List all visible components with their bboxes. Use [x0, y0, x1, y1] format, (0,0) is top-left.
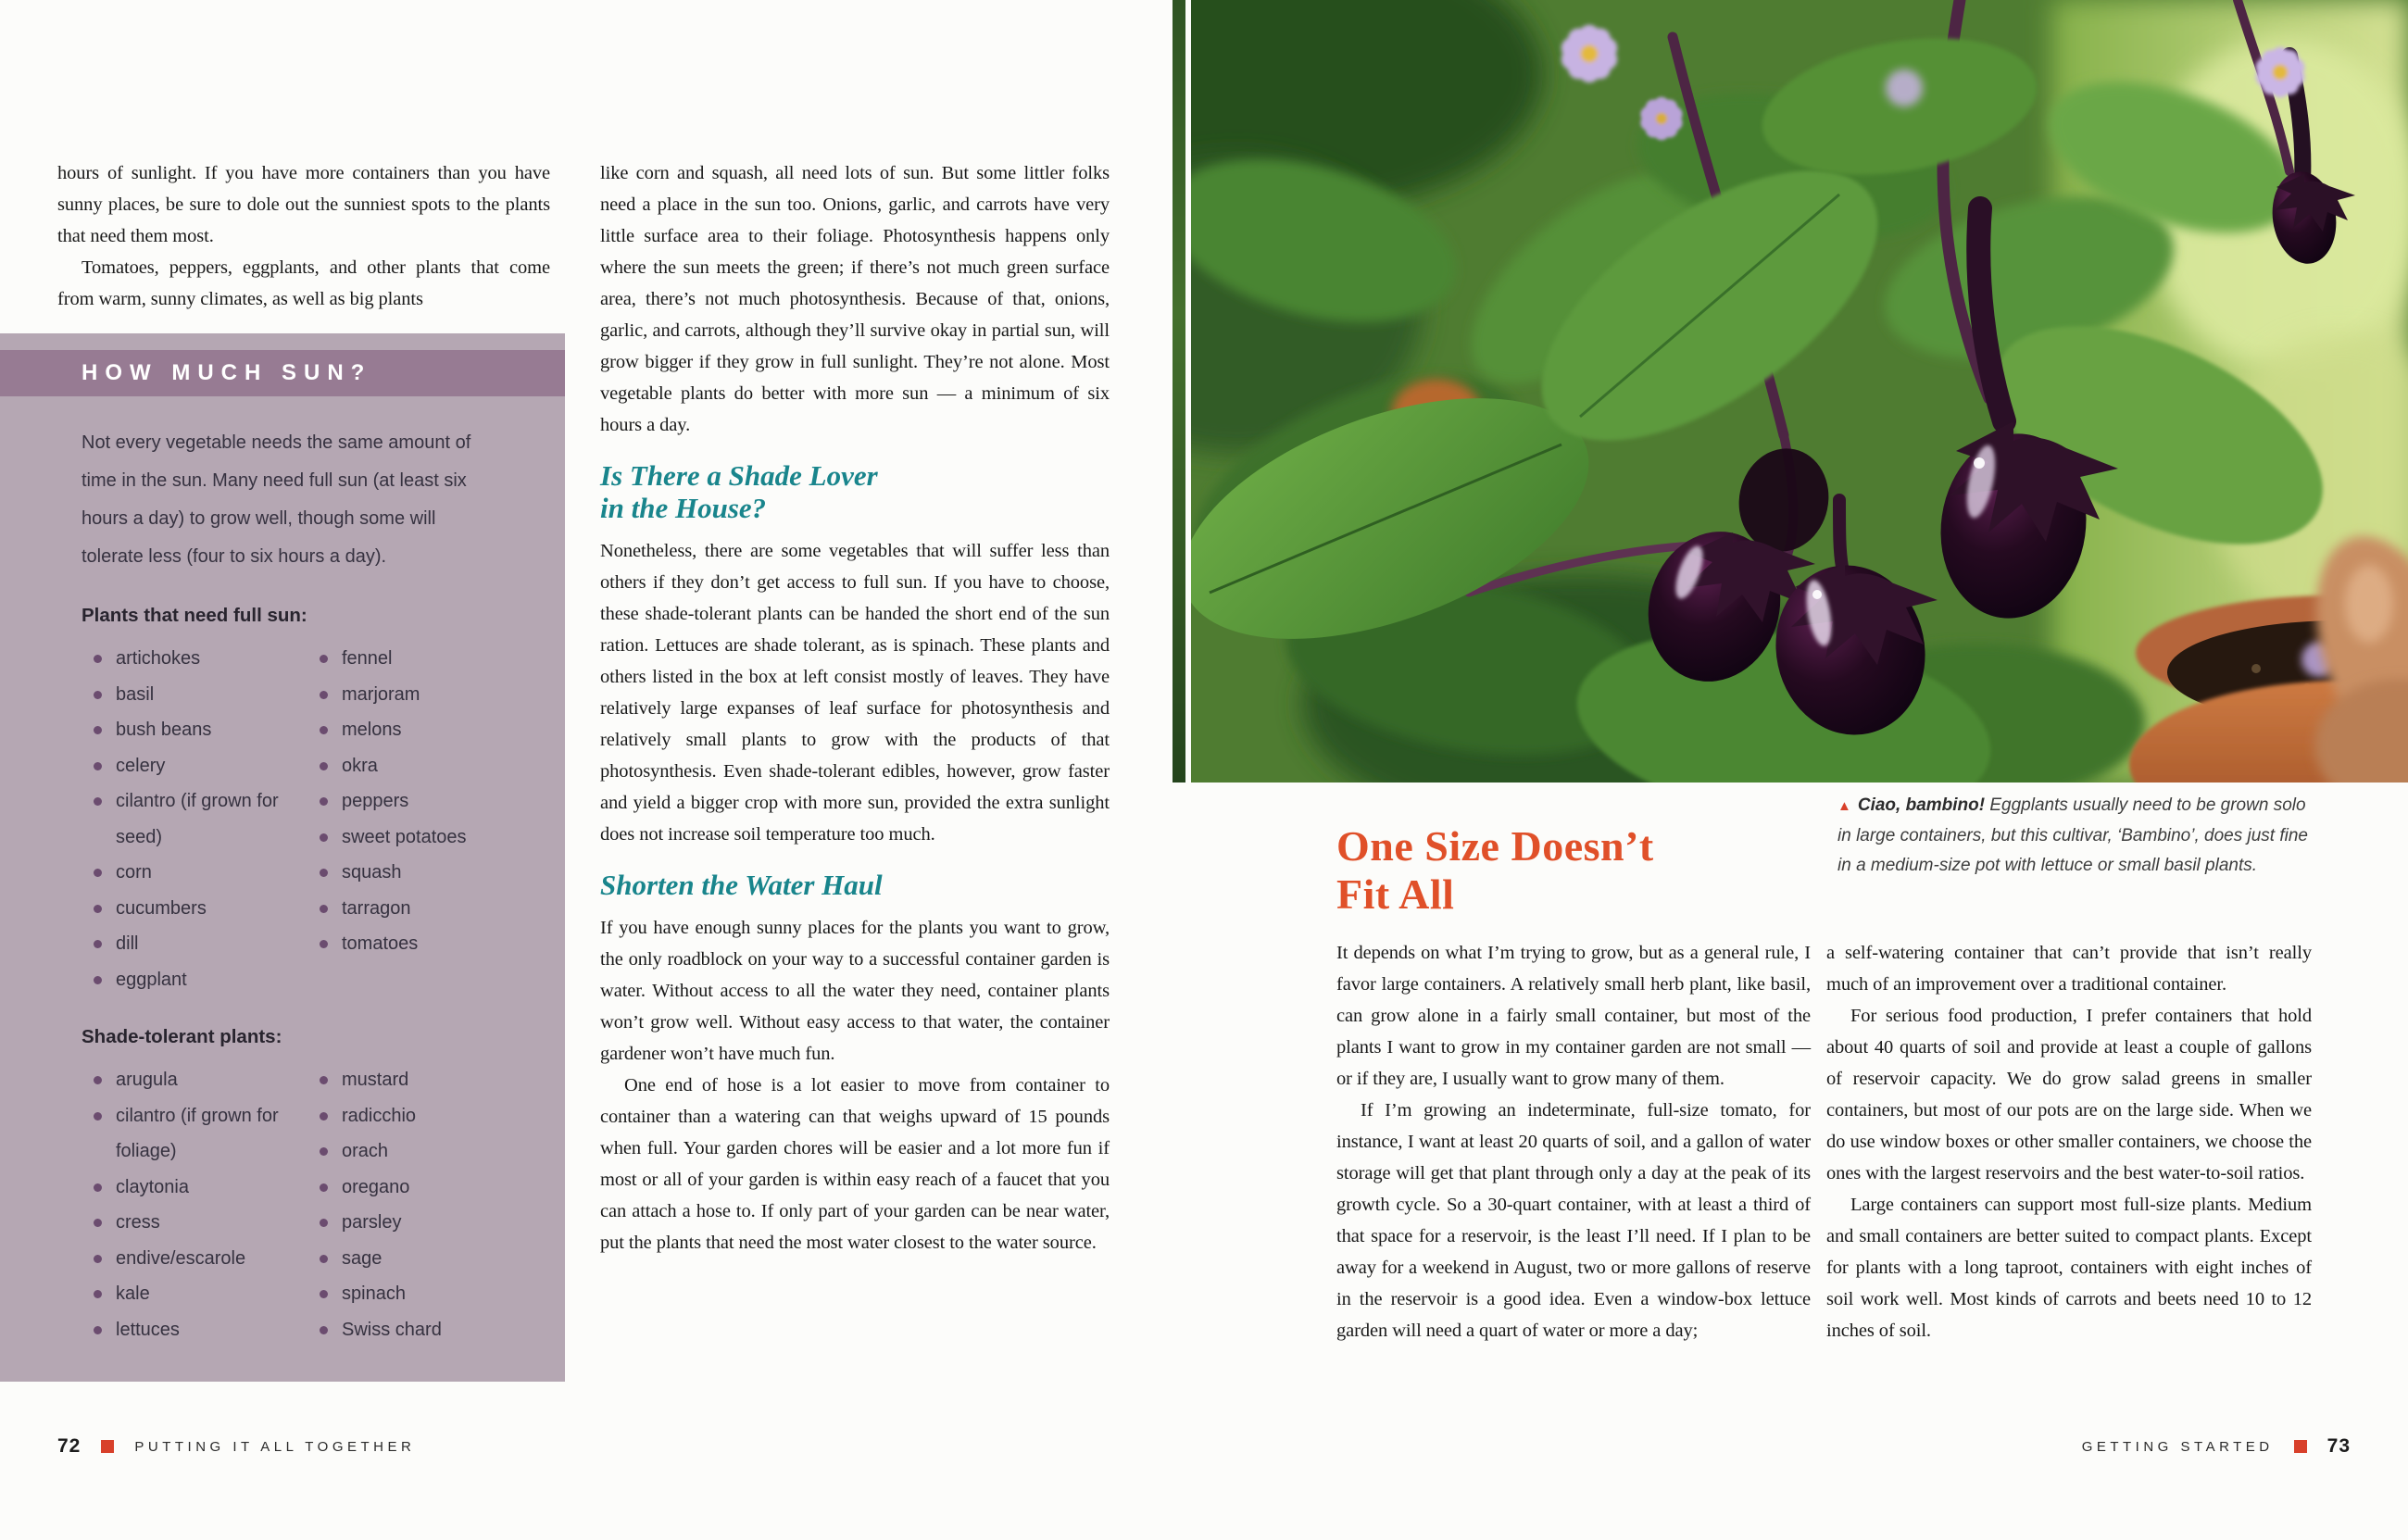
right-column-2 [1826, 937, 2312, 1346]
plant-list [82, 641, 307, 997]
paragraph: Nonetheless, there are some vegetables that will suffer less than others if they don’t get access to full sun. If you have to choose, these shade-tolerant plants can be handed the short end of the sun ration. Lettuces are shade tolerant, as is spinach. These plants and others listed in the box at left consist mostly of leaves. They have relatively large expanses of leaf surface for photosynthesis and relatively small plants to grow with the products of that photosynthesis. Even shade-tolerant edibles, however, grow faster and yield a bigger crop with more sun, provided the extra sunlight does not increase soil temperature too much. [600, 541, 1110, 845]
plant-list-item: tomatoes [307, 926, 533, 962]
paragraph: For serious food production, I prefer containers that hold about 40 quarts of soil and provide at least a couple of gallons of reservoir capacity. We do grow salad greens in smaller containers, but most of our pots are on the large side. When we do use window boxes or other smaller containers, we choose the ones with the largest reservoirs and the best water-to-soil ratios. [1826, 1006, 2312, 1183]
plant-list-item: melons [307, 712, 533, 748]
plant-list-item: bush beans [82, 712, 307, 748]
plant-list-item: corn [82, 855, 307, 891]
plant-list-item: spinach [307, 1276, 533, 1312]
eggplant-photo [1191, 0, 2408, 783]
photo-caption [1837, 791, 2315, 881]
plant-list-item: squash [307, 855, 533, 891]
footer-square-icon [101, 1440, 114, 1453]
plant-list-item: sweet potatoes [307, 820, 533, 856]
plant-list-item: kale [82, 1276, 307, 1312]
plant-list-item: marjoram [307, 677, 533, 713]
plant-list-item: cilantro (if grown for seed) [82, 783, 307, 855]
plant-list [82, 1062, 307, 1347]
paragraph: a self-watering container that can’t provide that isn’t really much of an improvement over a traditional container. [1826, 943, 2312, 995]
plant-list-item: arugula [82, 1062, 307, 1098]
heading-line: in the House? [600, 492, 767, 524]
footer-left [57, 1435, 415, 1458]
shade-tolerant-label: Shade-tolerant plants: [82, 1026, 282, 1047]
plant-list-item: Swiss chard [307, 1312, 533, 1348]
footer-label: GETTING STARTED [2081, 1438, 2274, 1455]
full-sun-list [82, 641, 533, 997]
footer-label: PUTTING IT ALL TOGETHER [134, 1438, 416, 1455]
paragraph: If I’m growing an indeterminate, full-size tomato, for instance, I want at least 20 quarts of soil, and a gallon of water storage will get that plant through only a day at the peak of its growth cycle. So a 30-quart container, with at least a third of that space for a reservoir, is the least I’ll need. If I plan to be away for a weekend in August, two or more gallons of reserve in the reservoir is a good idea. Even a window-box lettuce garden will need a quart of water or more a day; [1336, 1100, 1811, 1341]
heading-line: Is There a Shade Lover [600, 459, 878, 492]
caption-text: Eggplants usually need to be grown solo in large containers, but this cultivar, ‘Bambino’, does just fine in a medium-size pot with lettuce or small basil plants. [1837, 795, 2308, 875]
section-heading-water-haul: Shorten the Water Haul [600, 869, 883, 901]
plant-list-item: cucumbers [82, 891, 307, 927]
paragraph: Tomatoes, peppers, eggplants, and other plants that come from warm, sunny climates, as well as big plants [57, 257, 550, 309]
footer-square-icon [2294, 1440, 2307, 1453]
caption-triangle-icon: ▲ [1837, 798, 1851, 814]
plant-list-item: cilantro (if grown for foliage) [82, 1098, 307, 1170]
plant-list-item: celery [82, 748, 307, 784]
plant-list-item: peppers [307, 783, 533, 820]
plant-list-item: eggplant [82, 962, 307, 998]
plant-list-item: endive/escarole [82, 1241, 307, 1277]
paragraph: If you have enough sunny places for the plants you want to grow, the only roadblock on your way to a successful container garden is water. Without access to all the water they need, container plants won’t grow well. Without easy access to that water, the container gardener won’t have much fun. [600, 918, 1110, 1064]
page-number: 73 [2326, 1435, 2351, 1457]
plant-list-item: okra [307, 748, 533, 784]
full-sun-label: Plants that need full sun: [82, 605, 307, 626]
plant-list-item: artichokes [82, 641, 307, 677]
plant-list-item: fennel [307, 641, 533, 677]
page-number: 72 [57, 1435, 82, 1457]
paragraph: One end of hose is a lot easier to move from container to container than a watering can that weighs upward of 15 pounds when full. Your garden chores will be easier and a lot more fun if most or all of your garden is within easy reach of a faucet that you can attach a hose to. If only part of your garden can be near water, put the plants that need the most water closest to the water source. [600, 1075, 1110, 1253]
paragraph: Large containers can support most full-size plants. Medium and small containers are better suited to compact plants. Except for plants with a long taproot, containers with eight inches of soil work well. Most kinds of carrots and beets need 10 to 12 inches of soil. [1826, 1195, 2312, 1341]
sun-sidebar-box [0, 333, 565, 1382]
plant-list-item: dill [82, 926, 307, 962]
sun-box-title: HOW MUCH SUN? [82, 360, 372, 385]
shade-tolerant-list [82, 1062, 533, 1347]
heading-line: One Size Doesn’t [1336, 822, 1654, 870]
plant-list-item: basil [82, 677, 307, 713]
eggplant-photo-illustration [1191, 0, 2408, 783]
paragraph: hours of sunlight. If you have more containers than you have sunny places, be sure to dole out the sunniest spots to the plants that need them most. [57, 163, 550, 246]
sun-box-intro: Not every vegetable needs the same amount of time in the sun. Many need full sun (at least six hours a day) to grow well, though some will tolerate less (four to six hours a day). [82, 432, 471, 567]
plant-list-item: radicchio [307, 1098, 533, 1134]
right-column-1 [1336, 937, 1811, 1346]
plant-list [307, 1062, 533, 1347]
paragraph: like corn and squash, all need lots of sun. But some littler folks need a place in the sun too. Onions, garlic, and carrots have very little surface area to their foliage. Photosynthesis happens only where the sun meets the green; if there’s not much green surface area, there’s not much photosynthesis. Because of that, onions, garlic, and carrots, although they’ll survive okay in partial sun, will grow bigger if they grow in full sunlight. They’re not alone. Most vegetable plants do better with more sun — a minimum of six hours a day. [600, 163, 1110, 435]
plant-list-item: lettuces [82, 1312, 307, 1348]
plant-list-item: mustard [307, 1062, 533, 1098]
plant-list-item: tarragon [307, 891, 533, 927]
section-heading-shade-lover [600, 459, 1110, 524]
section-heading-one-size [1336, 822, 1654, 919]
plant-list-item: parsley [307, 1205, 533, 1241]
plant-list-item: orach [307, 1133, 533, 1170]
plant-list-item: oregano [307, 1170, 533, 1206]
photo-gutter-sliver [1173, 0, 1185, 783]
plant-list [307, 641, 533, 997]
left-column-2 [600, 157, 1110, 1258]
plant-list-item: sage [307, 1241, 533, 1277]
plant-list-item: claytonia [82, 1170, 307, 1206]
caption-lead: Ciao, bambino! [1857, 795, 1986, 815]
left-column-1 [57, 157, 550, 315]
sun-box-header-band [0, 350, 565, 396]
heading-line: Fit All [1336, 870, 1455, 918]
plant-list-item: cress [82, 1205, 307, 1241]
sun-box-body [0, 396, 565, 1347]
footer-right [2082, 1435, 2351, 1458]
paragraph: It depends on what I’m trying to grow, but as a general rule, I favor large containers. A relatively small herb plant, like basil, can grow alone in a fairly small container, but most of the plants I want to grow in my container garden are not small — or if they are, I usually want to grow many of them. [1336, 943, 1811, 1089]
